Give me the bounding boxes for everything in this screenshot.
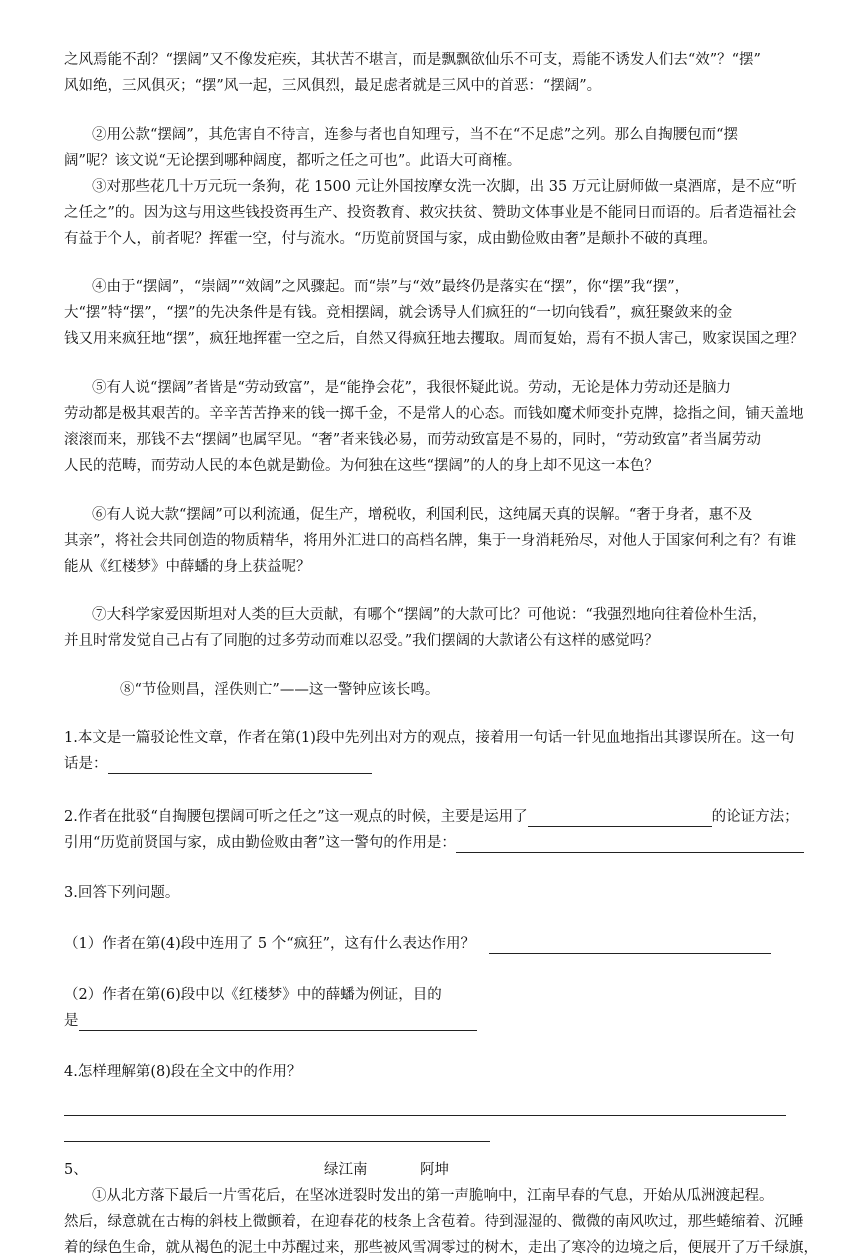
passage-p3-line-3: 有益于个人，前者呢？挥霍一空，付与流水。“历览前贤国与家，成由勤俭败由奢”是颠扑不破的真理。: [64, 231, 717, 247]
passage-p5-line-3: 滚滚而来，那钱不去“摆阔”也属罕见。“奢”者来钱必易，而劳动致富是不易的，同时，“劳动致富”者当属劳动: [64, 432, 761, 448]
question-3-sub-2-prompt: 是: [64, 1013, 79, 1029]
passage-p1-line-2: 风如绝，三风俱灭；“摆”风一起，三风俱烈，最足虑者就是三风中的首恶：“摆阔”。: [64, 78, 602, 94]
passage-p3-line-1: ③对那些花几十万元玩一条狗，花 1500 元让外国按摩女洗一次脚，出 35 万元让厨师做一桌酒席，是不应“听: [92, 179, 797, 195]
answer-1-blank[interactable]: [108, 757, 372, 774]
passage-p7-line-1: ⑦大科学家爱因斯坦对人类的巨大贡献，有哪个“摆阔”的大款可比？可他说：“我强烈地向往着俭朴生活，: [92, 607, 767, 623]
question-2-prompt-a: 2.作者在批驳“自掏腰包摆阔可听之任之”这一观点的时候，主要是运用了: [64, 809, 528, 825]
section-5-author: 阿坤: [420, 1162, 449, 1178]
passage-p5-line-4: 人民的范畴，而劳动人民的本色就是勤俭。为何独在这些“摆阔”的人的身上却不见这一本色？: [64, 458, 659, 474]
section-5-number: 5、: [64, 1162, 88, 1178]
passage-p1-line-1: 之风焉能不刮？“摆阔”又不像发疟疾，其状苦不堪言，而是飘飘欲仙乐不可支，焉能不诱发人们去“效”？“摆”: [64, 52, 761, 68]
passage-p5-line-2: 劳动都是极其艰苦的。辛辛苦苦挣来的钱一掷千金，不是常人的心态。而钱如魔术师变扑克牌，捻指之间，铺天盖地: [64, 406, 804, 422]
answer-3-2-blank[interactable]: [79, 1014, 477, 1031]
passage-p2-line-1: ②用公款“摆阔”，其危害自不待言，连参与者也自知理亏，当不在“不足虑”之列。那么自掏腰包而“摆: [92, 127, 739, 143]
question-3-sub-1: [64, 934, 771, 954]
question-3-sub-2-line-1: （2）作者在第(6)段中以《红楼梦》中的薛蟠为例证，目的: [64, 987, 442, 1003]
passage-p4-line-2: 大“摆”特“摆”，“摆”的先决条件是有钱。竞相摆阔，就会诱导人们疯狂的“一切向钱看”，疯狂聚敛来的金: [64, 305, 733, 321]
question-3-sub-1-prompt: （1）作者在第(4)段中连用了 5 个“疯狂”，这有什么表达作用？: [64, 936, 476, 952]
question-2-line-1: [64, 807, 799, 827]
answer-4-line-1[interactable]: [64, 1115, 786, 1116]
passage-p7-line-2: 并且时常发觉自己占有了同胞的过多劳动而难以忍受。”我们摆阔的大款诸公有这样的感觉吗？: [64, 633, 659, 649]
question-2-prompt-b: 的论证方法；: [711, 809, 799, 825]
passage-p8: ⑧“节俭则昌，淫佚则亡”——这一警钟应该长鸣。: [120, 682, 440, 698]
section-5-title: 绿江南: [324, 1162, 368, 1178]
passage-p2-line-2: 阔”呢？该文说“无论摆到哪种阔度，都听之任之可也”。此语大可商榷。: [64, 153, 522, 169]
passage-p6-line-1: ⑥有人说大款“摆阔”可以利流通，促生产，增税收，利国利民，这纯属天真的误解。“奢于身者，惠不及: [92, 507, 753, 523]
answer-2b-blank[interactable]: [456, 836, 804, 853]
question-2-line-2: [64, 833, 804, 853]
question-4: 4.怎样理解第(8)段在全文中的作用？: [64, 1064, 302, 1080]
question-1-line-2: [64, 754, 372, 774]
passage-p6-line-2: 其亲”，将社会共同创造的物质精华，将用外汇进口的高档名牌，集于一身消耗殆尽，对他人于国家何利之有？有谁: [64, 533, 797, 549]
passage-p3-line-2: 之任之”的。因为这与用这些钱投资再生产、投资教育、救灾扶贫、赞助文体事业是不能同日而语的。后者造福社会: [64, 205, 797, 221]
section-5-p1-line-3: 着的绿色生命，就从褐色的泥土中苏醒过来，那些被风雪凋零过的树木，走出了寒冷的边境之后，便展开了万千绿旗，: [64, 1240, 818, 1256]
section-5-p1-line-2: 然后，绿意就在古梅的斜枝上微颤着，在迎春花的枝条上含苞着。待到湿湿的、微微的南风吹过，那些蜷缩着、沉睡: [64, 1214, 804, 1230]
passage-p4-line-3: 钱又用来疯狂地“摆”，疯狂地挥霍一空之后，自然又得疯狂地去攫取。周而复始，焉有不损人害己，败家误国之理？: [64, 331, 804, 347]
passage-p5-line-1: ⑤有人说“摆阔”者皆是“劳动致富”，是“能挣会花”，我很怀疑此说。劳动，无论是体力劳动还是脑力: [92, 380, 731, 396]
question-1-line-1: 1.本文是一篇驳论性文章，作者在第(1)段中先列出对方的观点，接着用一句话一针见血地指出其谬误所在。这一句: [64, 730, 795, 746]
section-5-p1-line-1: ①从北方落下最后一片雪花后，在坚冰迸裂时发出的第一声脆响中，江南早春的气息，开始从瓜洲渡起程。: [92, 1188, 774, 1204]
answer-4-line-2[interactable]: [64, 1141, 490, 1142]
question-2-prompt-c: 引用“历览前贤国与家，成由勤俭败由奢”这一警句的作用是：: [64, 835, 456, 851]
passage-p6-line-3: 能从《红楼梦》中薛蟠的身上获益呢？: [64, 559, 311, 575]
question-3-sub-2-line-2: [64, 1011, 477, 1031]
answer-3-1-blank[interactable]: [489, 937, 771, 954]
passage-p4-line-1: ④由于“摆阔”，“崇阔”“效阔”之风骤起。而“崇”与“效”最终仍是落实在“摆”，你“摆”我“摆”，: [92, 279, 690, 295]
question-3-title: 3.回答下列问题。: [64, 885, 180, 901]
question-1-prompt: 话是：: [64, 756, 108, 772]
answer-2a-blank[interactable]: [528, 810, 712, 827]
